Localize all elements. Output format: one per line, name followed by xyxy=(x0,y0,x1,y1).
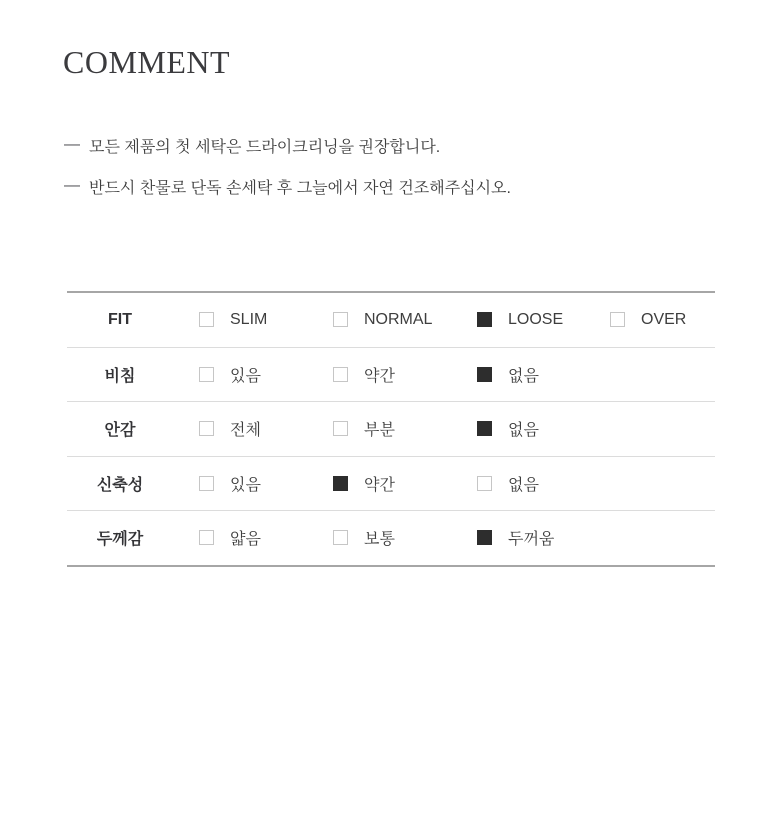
spec-row-label: 두께감 xyxy=(96,531,144,549)
spec-option xyxy=(477,311,610,329)
spec-option-label: 없음 xyxy=(508,476,539,494)
checkbox-checked-icon[interactable] xyxy=(477,530,492,545)
spec-row-label: FIT xyxy=(108,310,132,328)
checkbox-unchecked-icon[interactable] xyxy=(199,421,214,436)
spec-row-label: 비침 xyxy=(104,367,136,385)
spec-option-label: 전체 xyxy=(230,422,261,440)
spec-option xyxy=(199,417,333,440)
spec-option-label: 얇음 xyxy=(230,531,261,549)
spec-option xyxy=(477,526,610,549)
spec-option xyxy=(333,417,477,440)
spec-option-label: 부분 xyxy=(364,422,395,440)
spec-row xyxy=(67,293,715,348)
spec-row xyxy=(67,348,715,403)
spec-option-label: 두꺼움 xyxy=(508,531,555,549)
spec-option-label: NORMAL xyxy=(364,310,433,328)
spec-row-label: 안감 xyxy=(104,422,136,440)
spec-option xyxy=(199,526,333,549)
spec-row xyxy=(67,511,715,565)
page-title: COMMENT xyxy=(63,44,231,80)
spec-option xyxy=(199,311,333,329)
spec-table xyxy=(67,291,715,567)
checkbox-unchecked-icon[interactable] xyxy=(199,476,214,491)
checkbox-checked-icon[interactable] xyxy=(477,367,492,382)
spec-option-label: 보통 xyxy=(364,531,395,549)
spec-option xyxy=(199,472,333,495)
spec-option xyxy=(610,311,715,329)
checkbox-checked-icon[interactable] xyxy=(477,312,492,327)
checkbox-unchecked-icon[interactable] xyxy=(333,367,348,382)
care-note-text: 모든 제품의 첫 세탁은 드라이크리닝을 권장합니다. xyxy=(89,138,441,156)
care-note xyxy=(64,135,511,155)
spec-option xyxy=(477,417,610,440)
care-note xyxy=(64,176,511,196)
checkbox-unchecked-icon[interactable] xyxy=(199,530,214,545)
checkbox-unchecked-icon[interactable] xyxy=(610,312,625,327)
spec-option xyxy=(333,526,477,549)
spec-option-label: 있음 xyxy=(230,476,261,494)
checkbox-unchecked-icon[interactable] xyxy=(333,421,348,436)
checkbox-unchecked-icon[interactable] xyxy=(477,476,492,491)
spec-option-label: 있음 xyxy=(230,367,261,385)
spec-option-label: 약간 xyxy=(364,476,395,494)
spec-option-label: SLIM xyxy=(230,310,268,328)
dash-mark: — xyxy=(64,136,80,153)
spec-row xyxy=(67,457,715,512)
spec-option-label: 없음 xyxy=(508,422,539,440)
spec-row-label: 신축성 xyxy=(96,476,144,494)
dash-mark: — xyxy=(64,177,80,194)
checkbox-unchecked-icon[interactable] xyxy=(199,312,214,327)
care-notes xyxy=(64,135,511,217)
checkbox-unchecked-icon[interactable] xyxy=(333,312,348,327)
care-note-text: 반드시 찬물로 단독 손세탁 후 그늘에서 자연 건조해주십시오. xyxy=(89,179,511,197)
spec-option-label: OVER xyxy=(641,310,687,328)
spec-option xyxy=(333,472,477,495)
spec-option xyxy=(477,363,610,386)
spec-row xyxy=(67,402,715,457)
spec-option xyxy=(333,363,477,386)
spec-option-label: LOOSE xyxy=(508,310,564,328)
spec-option xyxy=(199,363,333,386)
spec-option-label: 없음 xyxy=(508,367,539,385)
checkbox-unchecked-icon[interactable] xyxy=(333,530,348,545)
spec-option xyxy=(333,311,477,329)
checkbox-unchecked-icon[interactable] xyxy=(199,367,214,382)
checkbox-checked-icon[interactable] xyxy=(477,421,492,436)
spec-option-label: 약간 xyxy=(364,367,395,385)
spec-option xyxy=(477,472,610,495)
checkbox-checked-icon[interactable] xyxy=(333,476,348,491)
